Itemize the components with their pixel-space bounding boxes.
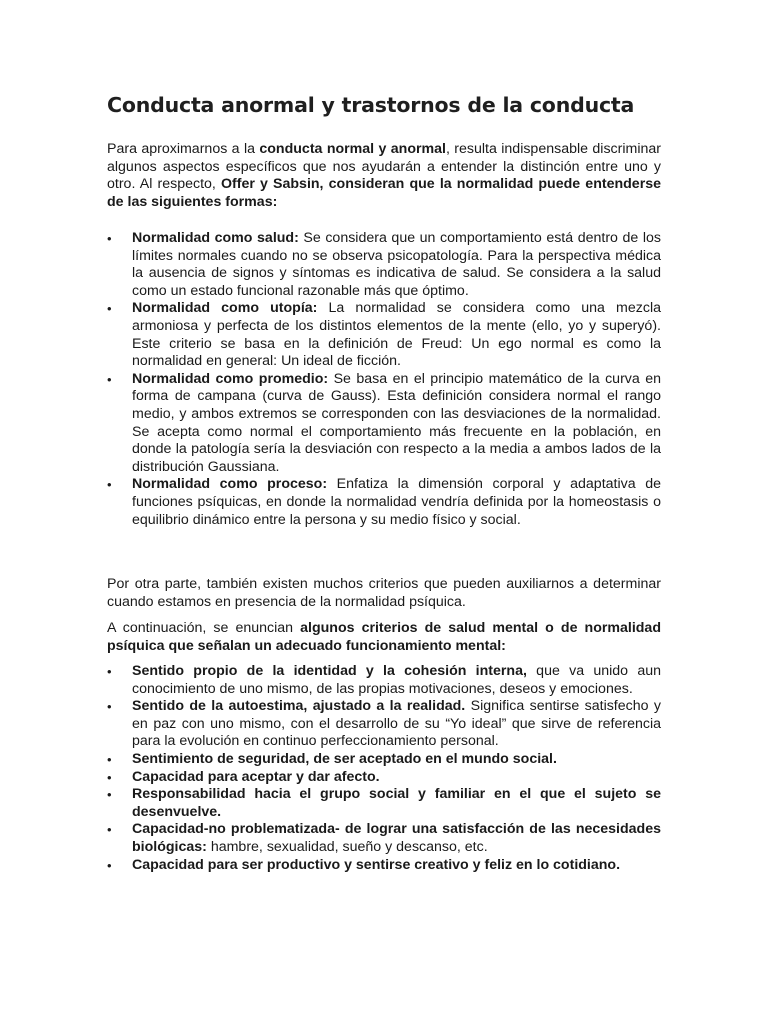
mental-health-criteria-list <box>107 663 661 874</box>
list-item-text: Se basa en el principio matemático de la curva en forma de campana (curva de Gauss). Esta definición considera normal el rango medio, y ambos extremos se corresponden con las desviaciones de la normalidad. Se acepta como normal el comportamiento más frecuente en la población, en donde la patología sería la desviación con respecto a la media a ambos lados de la distribución Gaussiana. <box>132 370 661 475</box>
bullet-icon: • <box>107 822 112 838</box>
list-item-bold: Capacidad-no problematizada- de lograr una satisfacción de las necesidades biológicas: <box>132 821 661 855</box>
intro-bold-2: Offer y Sabsin, consideran que la normalidad puede entenderse de las siguientes formas: <box>107 176 661 210</box>
bullet-icon: • <box>107 371 112 387</box>
bullet-icon: • <box>107 699 112 715</box>
list-item-text: Enfatiza la dimensión corporal y adaptativa de funciones psíquicas, en donde la normalidad vendría definida por la homeostasis o equilibrio dinámico entre la persona y su medio físico y social. <box>132 476 662 528</box>
list-item <box>107 230 661 300</box>
list-item-bold: Capacidad para aceptar y dar afecto. <box>132 768 380 785</box>
list-item-bold: Capacidad para ser productivo y sentirse creativo y feliz en lo cotidiano. <box>132 856 621 873</box>
list-item <box>107 663 661 698</box>
paragraph-bold: algunos criterios de salud mental o de normalidad psíquica que señalan un adecuado funcionamiento mental: <box>107 620 661 654</box>
intro-bold-1: conducta normal y anormal <box>259 141 446 157</box>
paragraph-text: Por otra parte, también existen muchos criterios que pueden auxiliarnos a determinar cuando estamos en presencia de la normalidad psíquica. <box>107 576 661 610</box>
list-item <box>107 476 661 529</box>
list-item-bold: Sentido de la autoestima, ajustado a la realidad. <box>132 698 466 715</box>
bullet-icon: • <box>107 664 112 679</box>
intro-text-1: Para aproximarnos a la <box>107 141 260 157</box>
list-item-bold: Normalidad como salud: <box>132 230 299 246</box>
normality-forms-list <box>107 230 661 529</box>
list-item <box>107 698 661 751</box>
list-item <box>107 821 661 856</box>
bullet-icon: • <box>107 301 112 317</box>
bullet-icon: • <box>107 231 112 246</box>
list-item <box>107 769 661 787</box>
intro-paragraph <box>107 141 661 211</box>
list-item-bold: Sentido propio de la identidad y la cohesión interna, <box>132 663 527 679</box>
list-item <box>107 300 661 370</box>
list-item-text: que va unido aun conocimiento de uno mismo, de las propias motivaciones, deseos y emociones. <box>132 663 661 697</box>
paragraph-text: A continuación, se enuncian <box>107 620 301 636</box>
bullet-icon: • <box>107 751 112 767</box>
list-item <box>107 751 661 769</box>
bullet-icon: • <box>107 787 112 803</box>
list-item-bold: Normalidad como utopía: <box>132 300 318 317</box>
bullet-icon: • <box>107 857 112 873</box>
list-item <box>107 786 661 821</box>
page-title: Conducta anormal y trastornos de la conducta <box>107 93 635 117</box>
list-item <box>107 371 661 477</box>
list-item-bold: Normalidad como promedio: <box>132 370 329 387</box>
second-paragraph <box>107 576 661 611</box>
bullet-icon: • <box>107 477 112 493</box>
third-paragraph <box>107 620 661 655</box>
list-item-text: La normalidad se considera como una mezcla armoniosa y perfecta de los distintos elementos de la mente (ello, yo y superyó). Este criterio se basa en la definición de Freud: Un ego normal es como la normalidad en general: Un ideal de ficción. <box>132 300 661 370</box>
list-item-bold: Sentimiento de seguridad, de ser aceptado en el mundo social. <box>132 750 557 767</box>
list-item-text: Significa sentirse satisfecho y en paz con uno mismo, con el desarrollo de su “Yo ideal” que sirve de referencia para la evolución en continuo perfeccionamiento personal. <box>132 698 661 750</box>
bullet-icon: • <box>107 769 112 785</box>
list-item-text: hambre, sexualidad, sueño y descanso, etc. <box>206 838 488 855</box>
list-item-text: Se considera que un comportamiento está dentro de los límites normales cuando no se observa psicopatología. Para la perspectiva médica la ausencia de signos y síntomas es indicativa de salud. Se considera a la salud como un estado funcional razonable más que óptimo. <box>132 230 662 299</box>
intro-text-2: , resulta indispensable discriminar algunos aspectos específicos que nos ayudarán a entender la distinción entre uno y otro. Al respecto, <box>107 141 661 193</box>
list-item-bold: Responsabilidad hacia el grupo social y familiar en el que el sujeto se desenvuelve. <box>132 786 661 820</box>
list-item <box>107 857 661 875</box>
list-item-bold: Normalidad como proceso: <box>132 476 328 493</box>
